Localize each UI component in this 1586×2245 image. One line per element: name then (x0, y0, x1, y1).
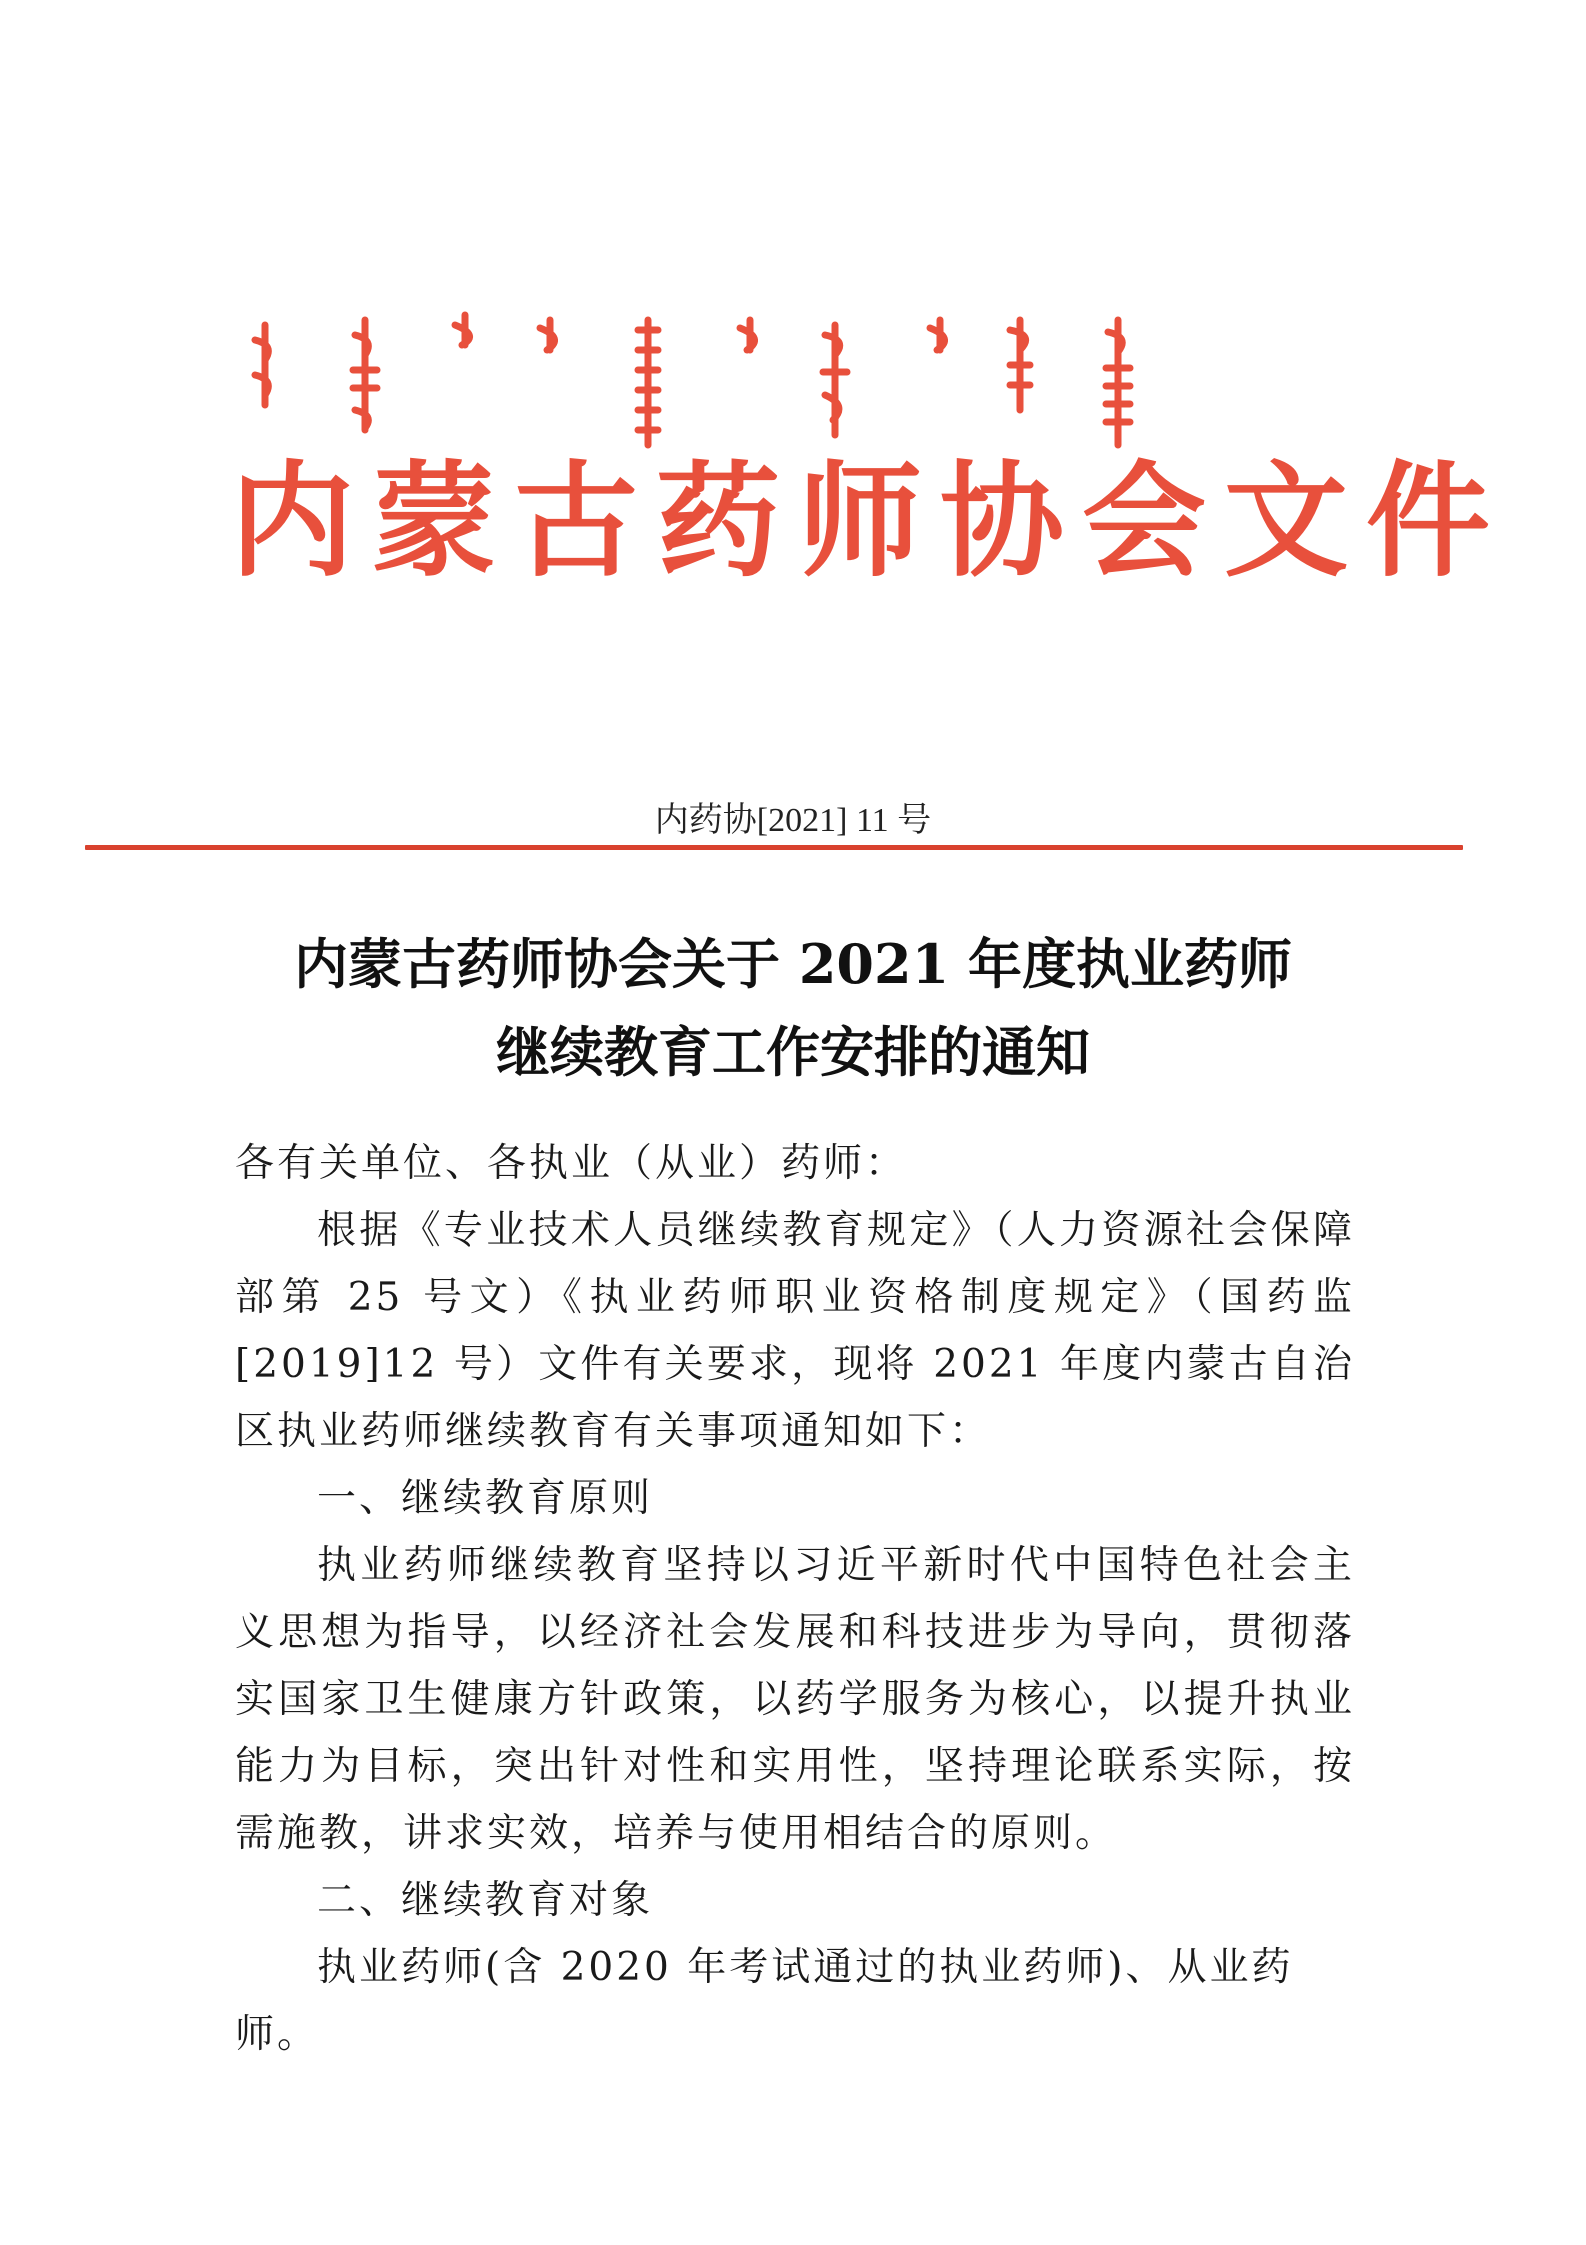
mongolian-script-header (250, 310, 1300, 450)
notice-body (235, 1130, 1355, 2068)
paragraph-targets: 执业药师(含 2020 年考试通过的执业药师)、从业药师。 (235, 1945, 1294, 2057)
notice-title-line-2: 继续教育工作安排的通知 (496, 1020, 1090, 1084)
section-heading-principles: 一、继续教育原则 (317, 1476, 654, 1521)
red-divider-line (85, 845, 1463, 850)
mongolian-script-glyphs (250, 310, 1300, 450)
document-number: 内药协[2021] 11 号 (654, 802, 932, 839)
notice-title-line-1: 内蒙古药师协会关于 2021 年度执业药师 (294, 932, 1292, 996)
notice-title (120, 920, 1466, 1096)
paragraph-principles: 执业药师继续教育坚持以习近平新时代中国特色社会主义思想为指导，以经济社会发展和科技进步为导向，贯彻落实国家卫生健康方针政策，以药学服务为核心，以提升执业能力为目标，突出针对性和实用性，坚持理论联系实际，按需施教，讲求实效，培养与使用相结合的原则。 (235, 1543, 1355, 1856)
paragraph-intro: 根据《专业技术人员继续教育规定》（人力资源社会保障部第 25 号文）《执业药师职业资格制度规定》（国药监[2019]12 号）文件有关要求，现将 2021 年度内蒙古自治区执业药师继续教育有关事项通知如下： (235, 1208, 1355, 1454)
section-heading-targets: 二、继续教育对象 (317, 1878, 654, 1923)
issuing-organization-title: 内蒙古药师协会文件 (230, 449, 1509, 594)
salutation: 各有关单位、各执业（从业）药师： (235, 1141, 908, 1186)
